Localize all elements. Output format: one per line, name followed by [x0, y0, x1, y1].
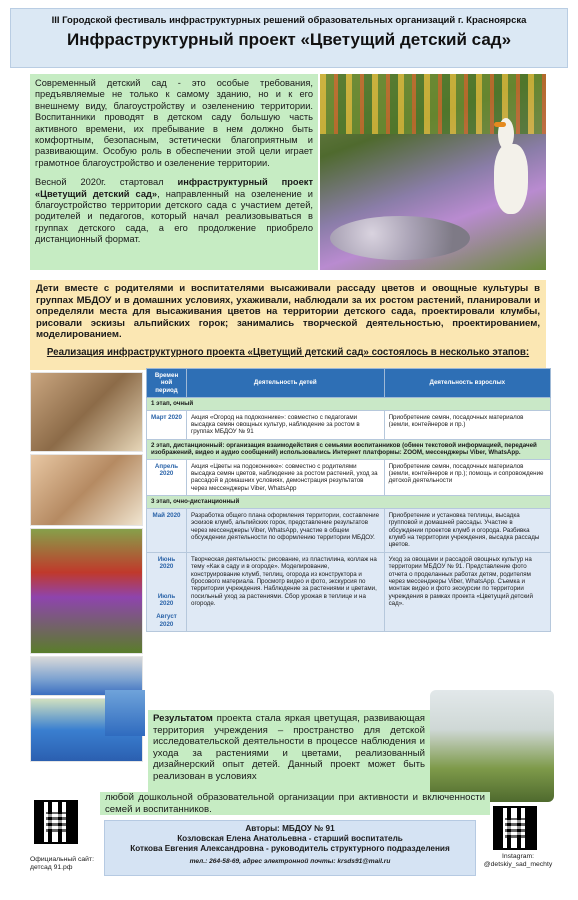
intro-paragraph-2: Весной 2020г. стартовал инфраструктурный проект «Цветущий детский сад», направленный на озеленение и благоустройство территории детского сада с участием детей, родителей и педагогов, который начал реализовываться в группах детского сада, а его продолжение приобрело дистанционный формат. — [35, 177, 313, 245]
period-cell: Апрель 2020 — [147, 459, 187, 496]
seedlings-photo — [30, 372, 143, 452]
child-seedlings-photo — [30, 454, 143, 526]
header-period: Времен ной период — [147, 369, 187, 398]
greenhouse-photo — [430, 690, 554, 802]
stage-row — [147, 496, 551, 508]
stages-heading: Реализация инфраструктурного проекта «Цветущий детский сад» состоялось в несколько этапов: — [46, 346, 530, 358]
poster-title: Инфраструктурный проект «Цветущий детский сад» — [66, 30, 512, 49]
site-label: Официальный сайт: — [30, 856, 94, 863]
children-activities-text: Дети вместе с родителями и воспитателями высаживали рассаду цветов и овощные культуры в группах МБДОУ и в домашних условиях, ухаживали, наблюдали за их ростом растений, планировали и определяли места для высаживания цветов на территории детского сада, проектировали клумбы, рисовали эскизы альпийских горок; занимались творческой деятельностью, проектированием, моделированием. — [36, 283, 540, 341]
adults-cell: Приобретение семян, посадочных материалов (земли, контейнеров и пр.) — [384, 410, 550, 439]
intro-block — [30, 74, 318, 270]
adults-cell: Приобретение семян, посадочных материалов (земли, контейнеров и пр.); помощь и сопровождение детской деятельности — [384, 459, 550, 496]
children-cell: Акция «Цветы на подоконнике»: совместно с родителями высадка семян цветов, наблюдение за ростом растений, уход за рассадой в домашних условиях, демонстрация результатов через мессенджеры Viber, WhatsApp — [187, 459, 385, 496]
table-row — [147, 508, 551, 552]
intro-paragraph-1: Современный детский сад - это особые требования, предъявляемые не только к самому зданию, но и к его внешнему виду, благоустройству и озеленению территории. Воспитанники проводят в детском саду большую часть активного времени, их пребывание в нем должно быть комфортным, безопасным, эстетически благоприятным и развивающим. Особую роль в обеспечении этой цели играет грамотное благоустройство и озеленение территории. — [35, 78, 313, 168]
table-row — [147, 410, 551, 439]
greenhouse-small-photo — [105, 690, 145, 736]
stages-table — [146, 368, 551, 632]
poster-header — [10, 8, 568, 68]
author-1: Козловская Елена Анатольевна - старший воспитатель — [177, 834, 403, 843]
header-adults: Деятельность взрослых — [384, 369, 550, 398]
period-august: Август 2020 — [156, 613, 177, 628]
adults-cell: Приобретение и установка теплицы, высадка групповой и домашней рассады. Участие в обсуждении проектов клумб и огорода. Разбивка клумб на территории учреждения, высадка рассады цветов. — [384, 508, 550, 552]
result-bold: Результатом — [153, 713, 213, 724]
children-cell: Акция «Огород на подоконнике»: совместно с педагогами высадка семян овощных культур, наблюдение за ростом в группах МБДОУ № 91 — [187, 410, 385, 439]
goose-figure-image — [494, 144, 528, 214]
stage-2-label: 2 этап, дистанционный: организация взаимодействия с семьями воспитанников (обмен текстовой информацией, передачей изображений, видео и аудио сообщений) использовались Интернет платформы: ZOOM, мессенджеры Viber, WhatsApp. — [147, 439, 551, 459]
instagram-caption — [470, 853, 566, 869]
children-cell: Разработка общего плана оформления территории, составление эскизов клумб, альпийских горок, представление результатов через мессенджеры Viber, WhatsApp, участие в общем обсуждении деятельности по оформлению территории МБДОУ. — [187, 508, 385, 552]
table-row — [147, 459, 551, 496]
contacts: тел.: 264-58-69, адрес электронной почты: krsds91@mail.ru — [189, 858, 391, 865]
stage-row — [147, 439, 551, 459]
children-activities-block — [30, 280, 546, 370]
project-name-bold: инфраструктурный проект «Цветущий детский сад» — [35, 177, 313, 199]
period-cell: Май 2020 — [147, 508, 187, 552]
authors-org: Авторы: МБДОУ № 91 — [245, 824, 335, 833]
site-link[interactable]: детсад 91.рф — [30, 864, 73, 871]
flowerbed-photo — [30, 528, 143, 654]
garden-goose-photo — [320, 74, 546, 270]
result-block — [148, 710, 430, 794]
result-text: проекта стала яркая цветущая, развивающая территория учреждения – пространство для детской исследовательской деятельности в процессе наблюдения и ухода за растениями и цветами, реализованный дизайнерский опыт детей. Данный проект может быть реализован в условиях — [153, 713, 425, 782]
period-cell — [147, 552, 187, 631]
children-cell: Творческая деятельность: рисование, из пластилина, коллаж на тему «Как в саду и в огороде». Моделирование, конструирование клумб, теплиц, огорода из конструктора и бросового материала. Просмотр видео и фото, экскурсия по территории учреждения. Наблюдение за растениями и цветами, посильный уход за растениями. Сбор урожая в теплице и на огороде. — [187, 552, 385, 631]
authors-block — [104, 820, 476, 876]
goose-beak-image — [494, 122, 506, 127]
stages-table-wrap — [146, 368, 551, 632]
period-cell: Март 2020 — [147, 410, 187, 439]
instagram-handle[interactable]: @detskiy_sad_mechty — [483, 861, 553, 868]
festival-subtitle: III Городской фестиваль инфраструктурных решений образовательных организаций г. Красноярска — [51, 15, 527, 26]
table-header-row — [147, 369, 551, 398]
stone-path-image — [330, 216, 470, 260]
period-july: Июль 2020 — [157, 592, 176, 607]
adults-cell: Уход за овощами и рассадой овощных культур на территории МБДОУ № 91. Представление фото отчета о проделанных работах детям, родителям через мессенджеры Viber, WhatsApp. Съемка и монтаж видео и фото экскурсии по территории учреждения в рамках проекта «Цветущий детский сад». — [384, 552, 550, 631]
table-row — [147, 552, 551, 631]
result-tail: любой дошкольной образовательной организации при активности и включенности семей и воспитанников. — [100, 792, 490, 815]
header-children: Деятельность детей — [187, 369, 385, 398]
stage-row — [147, 398, 551, 410]
site-qr-code-icon[interactable] — [34, 800, 78, 844]
period-june: Июнь 2020 — [157, 555, 176, 571]
site-caption — [30, 856, 110, 872]
author-2: Коткова Евгения Александровна - руководитель структурного подразделения — [130, 844, 450, 853]
instagram-qr-code-icon[interactable] — [493, 806, 537, 850]
stage-1-label: 1 этап, очный — [147, 398, 551, 410]
instagram-label: Instagram: — [501, 853, 535, 860]
stage-3-label: 3 этап, очно-дистанционный — [147, 496, 551, 508]
